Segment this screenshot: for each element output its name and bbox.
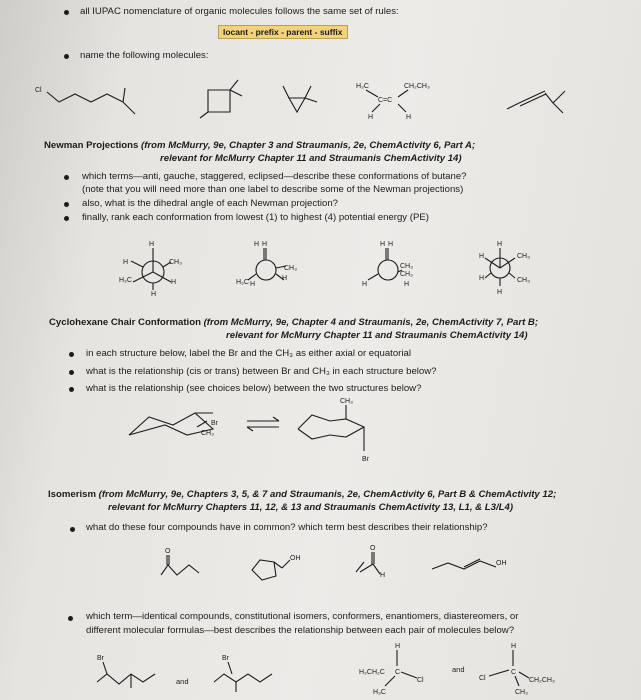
newman-projection-3	[350, 236, 430, 301]
label-h3c: H₃C	[119, 277, 132, 284]
cyclo-source: (from McMurry, 9e, Chapter 4 and Straumanis, 2e, ChemActivity 7, Part B;	[203, 317, 539, 328]
bullet	[70, 527, 75, 532]
label-c: C	[511, 669, 517, 676]
bullet	[64, 175, 69, 180]
and-text: and	[452, 665, 465, 674]
label-ch2ch3: CH₂CH₃	[404, 83, 430, 90]
label-h3c: H₃C	[373, 689, 386, 696]
cyclo-q1: in each structure below, label the Br and the CH₃ as either axial or equatorial	[86, 348, 411, 359]
iupac-rule-pattern: locant - prefix - parent - suffix	[218, 25, 348, 39]
and-text: and	[176, 677, 189, 686]
label-ch3: CH₃	[201, 430, 214, 437]
pair-b-molecule-1	[355, 640, 435, 700]
cyclo-title: Cyclohexane Chair Conformation	[49, 317, 201, 328]
label-h: H	[171, 279, 177, 286]
label-h: H	[479, 253, 485, 260]
label-br: Br	[362, 456, 369, 463]
newman-q3: finally, rank each conformation from lowest (1) to highest (4) potential energy (PE)	[82, 212, 429, 223]
label-ch3: CH₃	[517, 277, 530, 284]
label-h: H	[151, 291, 157, 298]
isomer-source-2: relevant for McMurry Chapters 11, 12, & 13 and Straumanis ChemActivity 13, L1, & L3/L4)	[108, 502, 514, 513]
label-h: H	[254, 241, 260, 248]
label-ch3: CH₃	[400, 271, 413, 278]
label-oh: OH	[290, 555, 301, 562]
chair-structure-1	[125, 405, 235, 445]
pair-a-molecule-2	[210, 652, 285, 697]
molecule-cyclobutane	[196, 76, 256, 121]
isomer-title: Isomerism	[48, 489, 96, 500]
compound-alkenol	[430, 555, 520, 580]
isomer-source: (from McMurry, 9e, Chapters 3, 5, & 7 and Straumanis, 2e, ChemActivity 6, Part B & ChemActivity 12;	[98, 489, 557, 500]
isomer-q1: what do these four compounds have in common? which term best describes their relationship?	[86, 522, 488, 533]
name-prompt: name the following molecules:	[80, 50, 209, 61]
label-h: H	[406, 114, 412, 121]
label-ch2ch3: CH₂CH₃	[529, 677, 555, 684]
label-br: Br	[211, 420, 218, 427]
label-h: H	[149, 241, 155, 248]
compound-ketone	[155, 545, 215, 585]
newman-title: Newman Projections	[44, 140, 139, 151]
molecule-alkene	[356, 80, 466, 125]
label-ch3: CH₃	[517, 253, 530, 260]
newman-q2: also, what is the dihedral angle of each Newman projection?	[82, 198, 338, 209]
label-ch3: CH₃	[169, 259, 182, 266]
newman-q1: which terms—anti, gauche, staggered, eclipsed—describe these conformations of butane?	[82, 171, 467, 182]
iupac-rule-text: all IUPAC nomenclature of organic molecules follows the same set of rules:	[80, 6, 399, 17]
label-h3c: H₃C	[236, 279, 249, 286]
label-ch3: CH₃	[284, 265, 297, 272]
label-h: H	[368, 114, 374, 121]
label-h: H	[395, 643, 401, 650]
newman-source: (from McMurry, 9e, Chapter 3 and Straumanis, 2e, ChemActivity 6, Part A;	[141, 140, 476, 151]
label-h: H	[388, 241, 394, 248]
label-br: Br	[97, 655, 104, 662]
cyclo-q3: what is the relationship (see choices below) between the two structures below?	[86, 383, 422, 394]
newman-q1-note: (note that you will need more than one label to describe some of the Newman projections)	[82, 184, 464, 195]
isomer-q2: which term—identical compounds, constitutional isomers, conformers, enantiomers, diastereomers, or	[86, 611, 519, 622]
label-br: Br	[222, 655, 229, 662]
bullet	[64, 216, 69, 221]
molecule-cyclopropane	[277, 80, 327, 120]
pair-a-molecule-1	[95, 652, 165, 697]
compound-aldehyde	[350, 542, 410, 587]
label-h: H	[497, 241, 503, 248]
molecule-chloroalkane	[35, 80, 145, 120]
isomer-q2-line2: different molecular formulas—best describes the relationship between each pair of molecules below?	[86, 625, 515, 636]
label-cl: Cl	[35, 87, 42, 94]
label-c-eq-c: C=C	[378, 97, 393, 104]
molecule-alkyne	[505, 85, 585, 115]
label-h: H	[479, 275, 485, 282]
label-cl: Cl	[479, 675, 486, 682]
label-oh: OH	[496, 560, 507, 567]
bullet	[64, 54, 69, 59]
label-h3chc: H₃CH₂C	[359, 669, 385, 676]
pair-b-molecule-2	[475, 640, 585, 700]
label-c: C	[395, 669, 401, 676]
newman-projection-4	[465, 236, 555, 301]
newman-projection-2	[228, 236, 313, 301]
bullet	[69, 387, 74, 392]
label-o: O	[370, 545, 376, 552]
label-ch3: CH₃	[340, 398, 353, 405]
label-cl: Cl	[417, 677, 424, 684]
label-h: H	[380, 572, 386, 579]
bullet	[68, 616, 73, 621]
label-h: H	[511, 643, 517, 650]
bullet	[69, 370, 74, 375]
label-h: H	[362, 281, 368, 288]
label-h: H	[282, 275, 288, 282]
label-h: H	[250, 281, 256, 288]
label-h: H	[262, 241, 268, 248]
newman-projection-1	[115, 236, 195, 301]
cyclo-heading	[49, 317, 538, 329]
label-ch3: CH₃	[400, 263, 413, 270]
label-h: H	[123, 259, 129, 266]
newman-source-2: relevant for McMurry Chapter 11 and Straumanis ChemActivity 14)	[160, 153, 462, 164]
compound-cyclopentanol	[248, 548, 318, 588]
cyclo-q2: what is the relationship (cis or trans) between Br and CH₃ in each structure below?	[86, 366, 437, 377]
label-h: H	[404, 281, 410, 288]
equilibrium-arrow	[245, 415, 285, 435]
bullet	[64, 202, 69, 207]
chair-structure-2	[290, 395, 390, 465]
isomer-heading	[48, 489, 556, 501]
bullet	[69, 352, 74, 357]
label-ch3: CH₃	[515, 689, 528, 696]
bullet	[64, 10, 69, 15]
label-h3c: H₃C	[356, 83, 369, 90]
newman-heading	[44, 140, 475, 152]
cyclo-source-2: relevant for McMurry Chapter 11 and Straumanis ChemActivity 14)	[226, 330, 528, 341]
label-h: H	[497, 289, 503, 296]
label-o: O	[165, 548, 171, 555]
label-h: H	[380, 241, 386, 248]
